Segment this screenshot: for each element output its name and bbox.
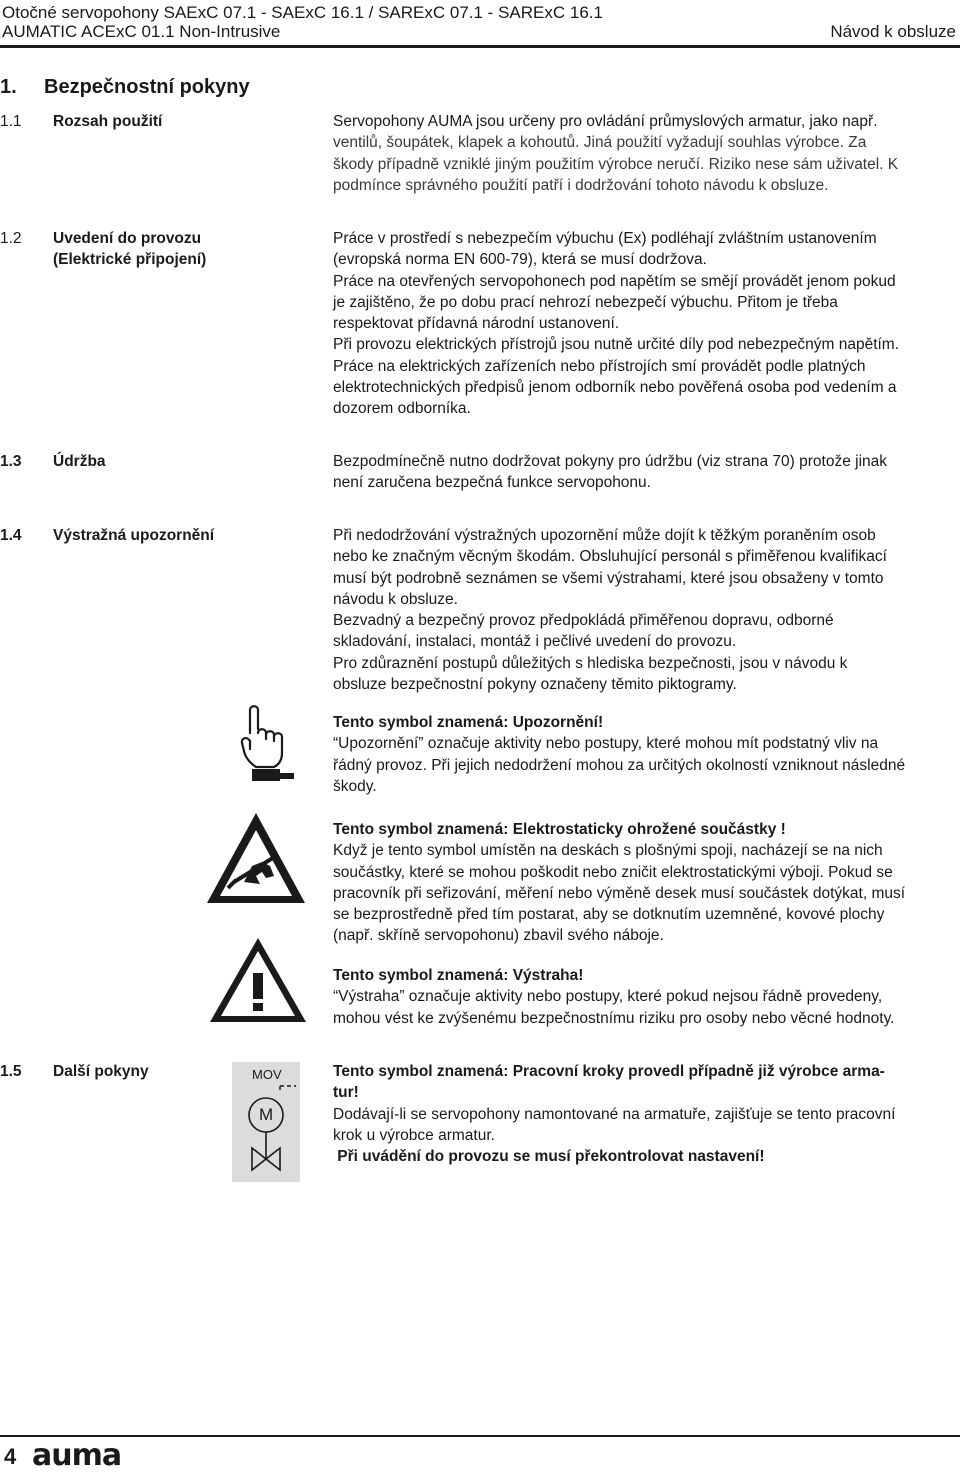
- page-number: 4: [4, 1444, 17, 1469]
- text-line: návodu k obsluze.: [333, 590, 458, 608]
- text-line: škody případně vzniklé jiným použitím výrobce neručí. Riziko nese sám uživatel. K: [333, 155, 899, 173]
- text-line: krok u výrobce armatur.: [333, 1126, 495, 1144]
- section-title: Rozsah použití: [53, 113, 163, 130]
- pointing-hand-icon: [236, 703, 298, 785]
- text-line: Když je tento symbol umístěn na deskách s plošnými spoji, nacházejí se na nich: [333, 842, 883, 860]
- text-line: elektrotechnických předpisů jenom odborník nebo pověřená osoba pod vedením a: [333, 379, 897, 397]
- section-1-5-heading-line: tur!: [333, 1084, 359, 1102]
- text-line: je zajištěno, že po dobu prací nehrozí nebezpečí výbuchu. Přitom je třeba: [333, 293, 838, 311]
- symbol-warning-block: [333, 965, 955, 1029]
- text-line: ventilů, šoupátek, klapek a kohoutů. Jiná použití vyžadují souhlas výrobce. Za: [333, 134, 867, 152]
- section-1-5-heading-line: Tento symbol znamená: Pracovní kroky provedl případně již výrobce arma-: [333, 1063, 885, 1080]
- text-line: Při nedodržování výstražných upozornění může dojít k těžkým poraněním osob: [333, 527, 876, 544]
- text-line: mohou vést ke zvýšenému bezpečnostnímu riziku pro osoby nebo věcné hodnoty.: [333, 1009, 895, 1027]
- text-line: škody.: [333, 777, 377, 795]
- section-title: Údržba: [53, 453, 106, 470]
- section-1-5-body: [333, 1061, 955, 1167]
- section-number: 1.1: [0, 113, 22, 130]
- text-line: Práce na elektrických zařízeních nebo přístrojích smí provádět podle platných: [333, 357, 866, 375]
- section-title: Výstražná upozornění: [53, 527, 215, 544]
- auma-logo: auma: [32, 1438, 122, 1473]
- text-line: (např. skříně servopohonu) zbavil svého náboje.: [333, 927, 664, 945]
- section-number: 1.5: [0, 1063, 22, 1080]
- text-line: musí být podrobně seznámen se všemi výstrahami, které jsou obsaženy v tomto: [333, 569, 884, 587]
- text-line: Servopohony AUMA jsou určeny pro ovládání průmyslových armatur, jako např.: [333, 113, 878, 130]
- text-line: “Výstraha” označuje aktivity nebo postupy, které pokud nejsou řádně provedeny,: [333, 988, 883, 1006]
- symbol-note-heading: Tento symbol znamená: Upozornění!: [333, 714, 604, 731]
- text-line: respektovat přídavná národní ustanovení.: [333, 315, 620, 333]
- text-line: Pro zdůraznění postupů důležitých s hlediska bezpečnosti, jsou v návodu k: [333, 654, 848, 672]
- header-product-line: Otočné servopohony SAExC 07.1 - SAExC 16.1 / SARExC 07.1 - SARExC 16.1: [2, 3, 603, 22]
- section-title: Uvedení do provozu: [53, 230, 202, 247]
- chapter-title: Bezpečnostní pokyny: [44, 76, 250, 98]
- symbol-esd-block: [333, 819, 955, 947]
- section-1-3-body: [333, 451, 955, 494]
- text-line: není zaručena bezpečná funkce servopohonu.: [333, 474, 651, 492]
- symbol-warning-heading: Tento symbol znamená: Výstraha!: [333, 967, 584, 984]
- text-line: “Upozornění” označuje aktivity nebo postupy, které mohou mít podstatný vliv na: [333, 735, 879, 753]
- symbol-note-block: [333, 712, 955, 797]
- text-line: Práce v prostředí s nebezpečím výbuchu (Ex) podléhají zvláštním ustanovením: [333, 230, 877, 247]
- section-number: 1.4: [0, 527, 22, 544]
- text-line: Bezvadný a bezpečný provoz předpokládá přiměřenou dopravu, odborné: [333, 612, 834, 630]
- warning-triangle-icon: [207, 935, 309, 1025]
- text-line: obsluze bezpečnostní pokyny označeny těmito piktogramy.: [333, 676, 737, 694]
- section-1-2-heading: [0, 228, 320, 278]
- section-number: 1.2: [0, 230, 22, 247]
- text-line: nebo ke značným věcným škodám. Obsluhující personál s přiměřenou kvalifikací: [333, 548, 887, 566]
- section-subtitle: (Elektrické připojení): [53, 251, 207, 268]
- text-line: Při provozu elektrických přístrojů jsou nutně určité díly pod nebezpečným napětím.: [333, 336, 900, 354]
- mov-label: MOV: [252, 1067, 282, 1082]
- commissioning-note: Při uvádění do provozu se musí překontrolovat nastavení!: [333, 1148, 765, 1166]
- section-1-4-body: [333, 525, 955, 695]
- text-line: dozorem odborníka.: [333, 400, 471, 418]
- section-1-2-body: [333, 228, 955, 420]
- text-line: pracovník při seřizování, měření nebo výměně desek musí součástek dotýkat, musí: [333, 884, 906, 902]
- section-1-1-body: [333, 111, 955, 196]
- header-document-type: Návod k obsluze: [830, 22, 956, 41]
- footer-rule: [0, 1435, 960, 1437]
- text-line: součástky, které se mohou poškodit nebo zničit elektrostatickými výboji. Pokud se: [333, 863, 893, 881]
- esd-warning-icon: [204, 810, 308, 906]
- text-line: řádný provoz. Při jejich nedodržení mohou za určitých okolností vzniknout následné: [333, 756, 906, 774]
- motor-label: M: [259, 1105, 274, 1124]
- text-line: Bezpodmínečně nutno dodržovat pokyny pro údržbu (viz strana 70) protože jinak: [333, 453, 888, 470]
- text-line: podmínce správného použití patří i dodržování tohoto návodu k obsluze.: [333, 176, 829, 194]
- text-line: skladování, instalaci, montáž i pečlivé uvedení do provozu.: [333, 633, 737, 651]
- chapter-number: 1.: [0, 76, 17, 98]
- section-number: 1.3: [0, 453, 22, 470]
- text-line: (evropská norma EN 600-79), která se musí dodržova.: [333, 251, 707, 269]
- header-product-line-2: AUMATIC ACExC 01.1 Non-Intrusive: [2, 22, 281, 41]
- text-line: se bezprostředně před tím postarat, aby se dotknutím uzemněné, kovové plochy: [333, 906, 885, 924]
- section-title: Další pokyny: [53, 1063, 149, 1080]
- mov-symbol: [232, 1062, 300, 1182]
- symbol-esd-heading: Tento symbol znamená: Elektrostaticky ohrožené součástky !: [333, 821, 786, 838]
- header-rule: [0, 45, 960, 48]
- text-line: Práce na otevřených servopohonech pod napětím se smějí provádět jenom pokud: [333, 272, 896, 290]
- text-line: Dodávají-li se servopohony namontované na armatuře, zajišťuje se tento pracovní: [333, 1105, 896, 1123]
